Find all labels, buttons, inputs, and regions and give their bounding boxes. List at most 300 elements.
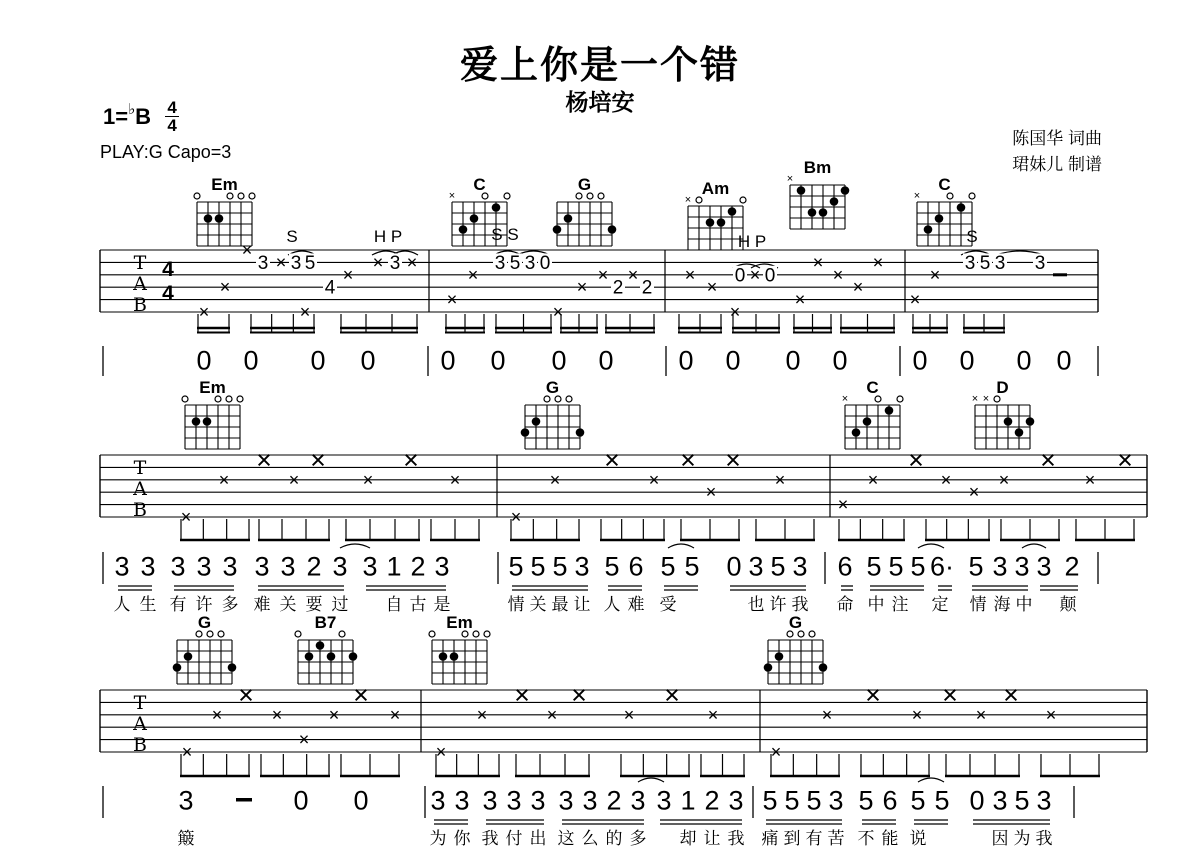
- finger-dot: [830, 197, 839, 206]
- jianpu-number: 3: [430, 785, 446, 816]
- jianpu-number: 5: [508, 551, 524, 582]
- fret-number: 3: [994, 252, 1006, 274]
- svg-text:Bm: Bm: [803, 158, 832, 177]
- mute-strum-mark: ×: [298, 729, 310, 750]
- lyric-char: 苦: [827, 829, 845, 848]
- finger-dot: [492, 203, 501, 212]
- jianpu-number: 1: [386, 551, 402, 582]
- lyric-char: 让: [703, 829, 721, 848]
- lyric-char: 难: [253, 595, 271, 614]
- key-note: B: [135, 103, 152, 129]
- mute-strum-mark: ×: [449, 469, 461, 490]
- finger-dot: [852, 428, 861, 437]
- svg-text:G: G: [577, 175, 592, 194]
- jianpu-number: 3: [196, 551, 212, 582]
- jianpu-number: 6: [837, 551, 853, 582]
- svg-text:G: G: [545, 378, 560, 397]
- mute-strum-mark: ×: [867, 469, 879, 490]
- jianpu-number: 3: [1014, 551, 1030, 582]
- jianpu-row-1: [103, 346, 1098, 377]
- jianpu-number: 2: [606, 785, 622, 816]
- technique-label: S: [286, 227, 298, 246]
- mute-strum-mark: ×: [510, 507, 522, 527]
- jianpu-number: 3: [992, 785, 1008, 816]
- finger-dot: [1004, 417, 1013, 426]
- lyric-char: 你: [453, 829, 471, 848]
- fret-number: 4: [324, 277, 336, 299]
- mute-strum-mark: ×: [725, 445, 741, 476]
- jianpu-number: 3: [728, 785, 744, 816]
- finger-dot: [841, 186, 850, 195]
- lyric-char: 我: [481, 829, 499, 848]
- lyric-char: 中: [867, 595, 885, 614]
- jianpu-number: 5: [770, 551, 786, 582]
- svg-text:A: A: [133, 478, 147, 500]
- mute-strum-mark: ×: [821, 704, 833, 725]
- jianpu-number: 5: [934, 785, 950, 816]
- fret-number: 0: [764, 265, 776, 287]
- fret-number: 5: [979, 252, 991, 274]
- jianpu-number: 0: [353, 785, 369, 816]
- chord-diagram-G: [553, 175, 617, 246]
- jianpu-number: 5: [784, 785, 800, 816]
- finger-dot: [797, 186, 806, 195]
- jianpu-number: 3: [482, 785, 498, 816]
- jianpu-number: 0: [785, 345, 801, 376]
- lyric-char: 因: [991, 829, 1009, 848]
- jianpu-number: 2: [1064, 551, 1080, 582]
- tab-system-2: [100, 378, 1147, 540]
- mute-strum-mark: ×: [706, 277, 718, 298]
- lyric-char: 这: [557, 829, 575, 848]
- finger-dot: [470, 214, 479, 223]
- technique-label: H P: [373, 227, 403, 246]
- open-string-marker: [218, 631, 224, 637]
- finger-dot: [450, 652, 459, 661]
- duration-dash: [236, 798, 252, 802]
- jianpu-number: 0: [196, 345, 212, 376]
- lyric-char: 出: [529, 829, 547, 848]
- mute-strum-mark: ×: [299, 302, 311, 322]
- jianpu-number: 3: [748, 551, 764, 582]
- jianpu-number: 5: [858, 785, 874, 816]
- lyric-char: 为: [1013, 829, 1031, 848]
- jianpu-number: 0: [1056, 345, 1072, 376]
- mute-strum-mark: ×: [623, 704, 635, 725]
- fret-number: 5: [509, 252, 521, 274]
- chord-diagram-Em: [429, 613, 490, 684]
- jianpu-number: 5: [762, 785, 778, 816]
- mute-strum-mark: ×: [256, 445, 272, 476]
- jianpu-number: 0: [678, 345, 694, 376]
- duration-dash: [1053, 273, 1067, 276]
- tab-clef: [132, 692, 147, 756]
- lyric-char: 么: [581, 829, 599, 848]
- mute-strum-mark: ×: [180, 507, 192, 527]
- lyric-char: 有: [169, 595, 187, 614]
- lyric-char: 受: [659, 595, 677, 614]
- mute-strum-mark: ×: [353, 680, 369, 711]
- mute-strum-mark: ×: [1045, 704, 1057, 725]
- svg-text:A: A: [133, 273, 147, 295]
- mute-strum-mark: ×: [476, 704, 488, 725]
- jianpu-number: 0: [725, 345, 741, 376]
- open-string-marker: [182, 396, 188, 402]
- muted-string-marker: ×: [448, 190, 456, 202]
- lyric-char: 要: [305, 595, 323, 614]
- open-string-marker: [249, 193, 255, 199]
- svg-text:A: A: [133, 713, 147, 735]
- jianpu-number: 5: [552, 551, 568, 582]
- finger-dot: [204, 214, 213, 223]
- finger-dot: [576, 428, 585, 437]
- beam-group: [180, 754, 1100, 776]
- lyric-char: 情: [507, 595, 525, 614]
- technique-label: S: [966, 227, 978, 246]
- jianpu-number: 3: [114, 551, 130, 582]
- open-string-marker: [504, 193, 510, 199]
- jianpu-number: 0: [598, 345, 614, 376]
- svg-text:T: T: [133, 457, 147, 479]
- mute-strum-mark: ×: [774, 469, 786, 490]
- mute-strum-mark: ×: [218, 469, 230, 490]
- mute-strum-mark: ×: [576, 277, 588, 298]
- chord-diagram-G: [764, 613, 828, 684]
- mute-strum-mark: ×: [942, 680, 958, 711]
- lyric-char: 我: [727, 829, 745, 848]
- muted-string-marker: ×: [786, 173, 794, 185]
- finger-dot: [706, 218, 715, 227]
- jianpu-number: 3: [582, 785, 598, 816]
- muted-string-marker: ×: [971, 393, 979, 405]
- mute-strum-mark: ×: [729, 302, 741, 322]
- muted-string-marker: ×: [841, 393, 849, 405]
- technique-label: H P: [737, 232, 767, 251]
- mute-strum-mark: ×: [664, 680, 680, 711]
- mute-strum-mark: ×: [271, 704, 283, 725]
- mute-strum-mark: ×: [275, 252, 287, 273]
- jianpu-number: 5: [910, 551, 926, 582]
- lyric-char: 命: [836, 595, 854, 614]
- jianpu-number: 5: [604, 551, 620, 582]
- mute-strum-mark: ×: [794, 289, 806, 310]
- jianpu-number: 3: [178, 785, 194, 816]
- jianpu-number: 3: [222, 551, 238, 582]
- lyric-char: 人: [603, 595, 621, 614]
- finger-dot: [228, 663, 237, 672]
- fret-number: 3: [257, 252, 269, 274]
- svg-text:C: C: [866, 378, 879, 397]
- mute-strum-mark: ×: [1040, 445, 1056, 476]
- lyric-char: 关: [279, 595, 297, 614]
- finger-dot: [564, 214, 573, 223]
- svg-text:B: B: [133, 499, 147, 521]
- finger-dot: [316, 641, 325, 650]
- jianpu-number: 5: [866, 551, 882, 582]
- chord-diagram-Em: [182, 378, 243, 449]
- play-capo-info: PLAY:G Capo=3: [100, 142, 232, 162]
- lyric-char: 到: [783, 829, 801, 848]
- jianpu-number: 0: [293, 785, 309, 816]
- jianpu-number: 0: [440, 345, 456, 376]
- finger-dot: [885, 406, 894, 415]
- finger-dot: [608, 225, 617, 234]
- mute-strum-mark: ×: [571, 680, 587, 711]
- finger-dot: [775, 652, 784, 661]
- lyric-char: 颠: [1059, 595, 1077, 614]
- fret-number: 3: [290, 252, 302, 274]
- mute-strum-mark: ×: [908, 445, 924, 476]
- jianpu-number: 5: [968, 551, 984, 582]
- jianpu-number: 3: [992, 551, 1008, 582]
- finger-dot: [1015, 428, 1024, 437]
- finger-dot: [215, 214, 224, 223]
- jianpu-number: 3: [630, 785, 646, 816]
- svg-text:C: C: [473, 175, 486, 194]
- mute-strum-mark: ×: [342, 264, 354, 285]
- muted-string-marker: ×: [913, 190, 921, 202]
- lyric-char: 自: [385, 595, 403, 614]
- fret-number: 2: [612, 277, 624, 299]
- lyric-char: 说: [909, 829, 927, 848]
- chord-diagram-Bm: [787, 158, 850, 229]
- jianpu-number: 2: [306, 551, 322, 582]
- mute-strum-mark: ×: [446, 289, 458, 310]
- jianpu-number: 3: [254, 551, 270, 582]
- svg-text:Em: Em: [199, 378, 226, 397]
- lyric-char: 最: [551, 595, 569, 614]
- jianpu-number: 0: [1016, 345, 1032, 376]
- lyric-char: 也: [747, 595, 765, 614]
- mute-strum-mark: ×: [241, 240, 253, 260]
- jianpu-number: 3: [506, 785, 522, 816]
- mute-strum-mark: ×: [211, 704, 223, 725]
- jianpu-row-3: [103, 778, 1074, 848]
- svg-text:B7: B7: [314, 613, 337, 632]
- lyric-char: 我: [1035, 829, 1053, 848]
- lyric-char: 定: [931, 595, 949, 614]
- jianpu-number: 3: [530, 785, 546, 816]
- mute-strum-mark: ×: [832, 264, 844, 285]
- svg-text:T: T: [133, 692, 147, 714]
- jianpu-number: 6: [628, 551, 644, 582]
- staff-time-bottom: 4: [162, 282, 174, 305]
- fret-number: 5: [304, 252, 316, 274]
- jianpu-number: 6·: [929, 551, 955, 582]
- lyric-char: 我: [791, 595, 809, 614]
- flat-sign: ♭: [128, 100, 136, 118]
- svg-text:B: B: [133, 734, 147, 756]
- jianpu-number: 3: [558, 785, 574, 816]
- chord-diagram-Em: [194, 175, 255, 246]
- finger-dot: [957, 203, 966, 212]
- mute-strum-mark: ×: [872, 252, 884, 273]
- svg-text:T: T: [133, 252, 147, 274]
- finger-dot: [192, 417, 201, 426]
- mute-strum-mark: ×: [911, 704, 923, 725]
- mute-strum-mark: ×: [929, 264, 941, 285]
- jianpu-number: 3: [1036, 785, 1052, 816]
- jianpu-number: 3: [434, 551, 450, 582]
- open-string-marker: [598, 193, 604, 199]
- mute-strum-mark: ×: [865, 680, 881, 711]
- open-string-marker: [897, 396, 903, 402]
- mute-strum-mark: ×: [467, 264, 479, 285]
- key-prefix: 1=: [103, 103, 129, 129]
- staff-time-top: 4: [162, 258, 174, 281]
- jianpu-number: 3: [280, 551, 296, 582]
- lyric-char: 痛: [761, 829, 779, 848]
- lyric-char: 多: [629, 829, 647, 848]
- fret-number: 3: [389, 252, 401, 274]
- finger-dot: [203, 417, 212, 426]
- mute-strum-mark: ×: [310, 445, 326, 476]
- muted-string-marker: ×: [982, 393, 990, 405]
- finger-dot: [764, 663, 773, 672]
- finger-dot: [935, 214, 944, 223]
- svg-text:B: B: [133, 294, 147, 316]
- jianpu-number: 5: [684, 551, 700, 582]
- jianpu-number: 0: [959, 345, 975, 376]
- mute-strum-mark: ×: [837, 494, 849, 515]
- tab-clef: [132, 457, 147, 521]
- mute-strum-mark: ×: [705, 482, 717, 503]
- finger-dot: [327, 652, 336, 661]
- open-string-marker: [226, 396, 232, 402]
- jianpu-number: 0: [360, 345, 376, 376]
- open-string-marker: [295, 631, 301, 637]
- finger-dot: [532, 417, 541, 426]
- time-top: 4: [167, 98, 177, 117]
- tab-system-1: [100, 158, 1098, 333]
- finger-dot: [924, 225, 933, 234]
- jianpu-row-2: [103, 544, 1098, 614]
- jianpu-number: 0: [310, 345, 326, 376]
- time-bottom: 4: [167, 116, 177, 135]
- mute-strum-mark: ×: [968, 482, 980, 503]
- mute-strum-mark: ×: [975, 704, 987, 725]
- mute-strum-mark: ×: [940, 469, 952, 490]
- jianpu-number: 6: [882, 785, 898, 816]
- jianpu-number: 5: [530, 551, 546, 582]
- chord-diagram-C: [842, 378, 903, 449]
- mute-strum-mark: ×: [1084, 469, 1096, 490]
- lyric-char: 许: [769, 595, 787, 614]
- mute-strum-mark: ×: [597, 264, 609, 285]
- open-string-marker: [429, 631, 435, 637]
- chord-diagram-G: [521, 378, 585, 449]
- jianpu-number: 0: [243, 345, 259, 376]
- mute-strum-mark: ×: [406, 252, 418, 273]
- jianpu-number: 0: [832, 345, 848, 376]
- finger-dot: [819, 208, 828, 217]
- jianpu-number: 5: [1014, 785, 1030, 816]
- jianpu-number: 1: [680, 785, 696, 816]
- svg-text:Am: Am: [701, 179, 730, 198]
- lyric-char: 不: [857, 829, 875, 848]
- open-string-marker: [566, 396, 572, 402]
- lyric-char: 过: [331, 595, 349, 614]
- jianpu-number: 0: [490, 345, 506, 376]
- open-string-marker: [809, 631, 815, 637]
- lyric-char: 古: [409, 595, 427, 614]
- jianpu-number: 3: [140, 551, 156, 582]
- svg-text:D: D: [996, 378, 1009, 397]
- finger-dot: [305, 652, 314, 661]
- mute-strum-mark: ×: [219, 277, 231, 298]
- finger-dot: [1026, 417, 1035, 426]
- finger-dot: [819, 663, 828, 672]
- mute-strum-mark: ×: [812, 252, 824, 273]
- jianpu-number: 2: [704, 785, 720, 816]
- mute-strum-mark: ×: [749, 264, 761, 285]
- lyric-char: 中: [1015, 595, 1033, 614]
- mute-strum-mark: ×: [288, 469, 300, 490]
- beam-group: [180, 519, 1135, 540]
- mute-strum-mark: ×: [328, 704, 340, 725]
- lyric-char: 付: [505, 829, 523, 848]
- lyric-char: 有: [805, 829, 823, 848]
- jianpu-number: 2: [410, 551, 426, 582]
- jianpu-number: 3: [362, 551, 378, 582]
- jianpu-number: 3: [656, 785, 672, 816]
- finger-dot: [808, 208, 817, 217]
- mute-strum-mark: ×: [684, 264, 696, 285]
- mute-strum-mark: ×: [372, 252, 384, 273]
- chord-diagram-Am: [685, 179, 746, 250]
- transcriber-credit: 珺妹儿 制谱: [1012, 155, 1102, 174]
- fret-number: 3: [1034, 252, 1046, 274]
- open-string-marker: [194, 193, 200, 199]
- mute-strum-mark: ×: [998, 469, 1010, 490]
- mute-strum-mark: ×: [627, 264, 639, 285]
- fret-number: 3: [964, 252, 976, 274]
- open-string-marker: [238, 193, 244, 199]
- fret-number: 0: [734, 265, 746, 287]
- jianpu-number: 3: [454, 785, 470, 816]
- lyric-char: 许: [195, 595, 213, 614]
- open-string-marker: [237, 396, 243, 402]
- mute-strum-mark: ×: [546, 704, 558, 725]
- mute-strum-mark: ×: [362, 469, 374, 490]
- artist-name: 杨培安: [565, 89, 635, 115]
- mute-strum-mark: ×: [852, 277, 864, 298]
- mute-strum-mark: ×: [435, 742, 447, 762]
- chord-diagram-G: [173, 613, 237, 684]
- lyric-char: 却: [679, 829, 697, 848]
- open-string-marker: [339, 631, 345, 637]
- lyric-char: 的: [605, 829, 623, 848]
- mute-strum-mark: ×: [552, 302, 564, 322]
- finger-dot: [184, 652, 193, 661]
- svg-text:G: G: [788, 613, 803, 632]
- muted-string-marker: ×: [684, 194, 692, 206]
- finger-dot: [459, 225, 468, 234]
- jianpu-number: 0: [551, 345, 567, 376]
- mute-strum-mark: ×: [198, 302, 210, 322]
- lyric-char: 生: [139, 595, 157, 614]
- jianpu-number: 5: [888, 551, 904, 582]
- mute-strum-mark: ×: [707, 704, 719, 725]
- finger-dot: [863, 417, 872, 426]
- mute-strum-mark: ×: [403, 445, 419, 476]
- jianpu-number: 5: [660, 551, 676, 582]
- composer-credit: 陈国华 词曲: [1012, 129, 1102, 148]
- lyric-char: 人: [113, 595, 131, 614]
- mute-strum-mark: ×: [238, 680, 254, 711]
- tab-system-3: [100, 613, 1147, 776]
- lyrics-row-2: [114, 595, 1078, 614]
